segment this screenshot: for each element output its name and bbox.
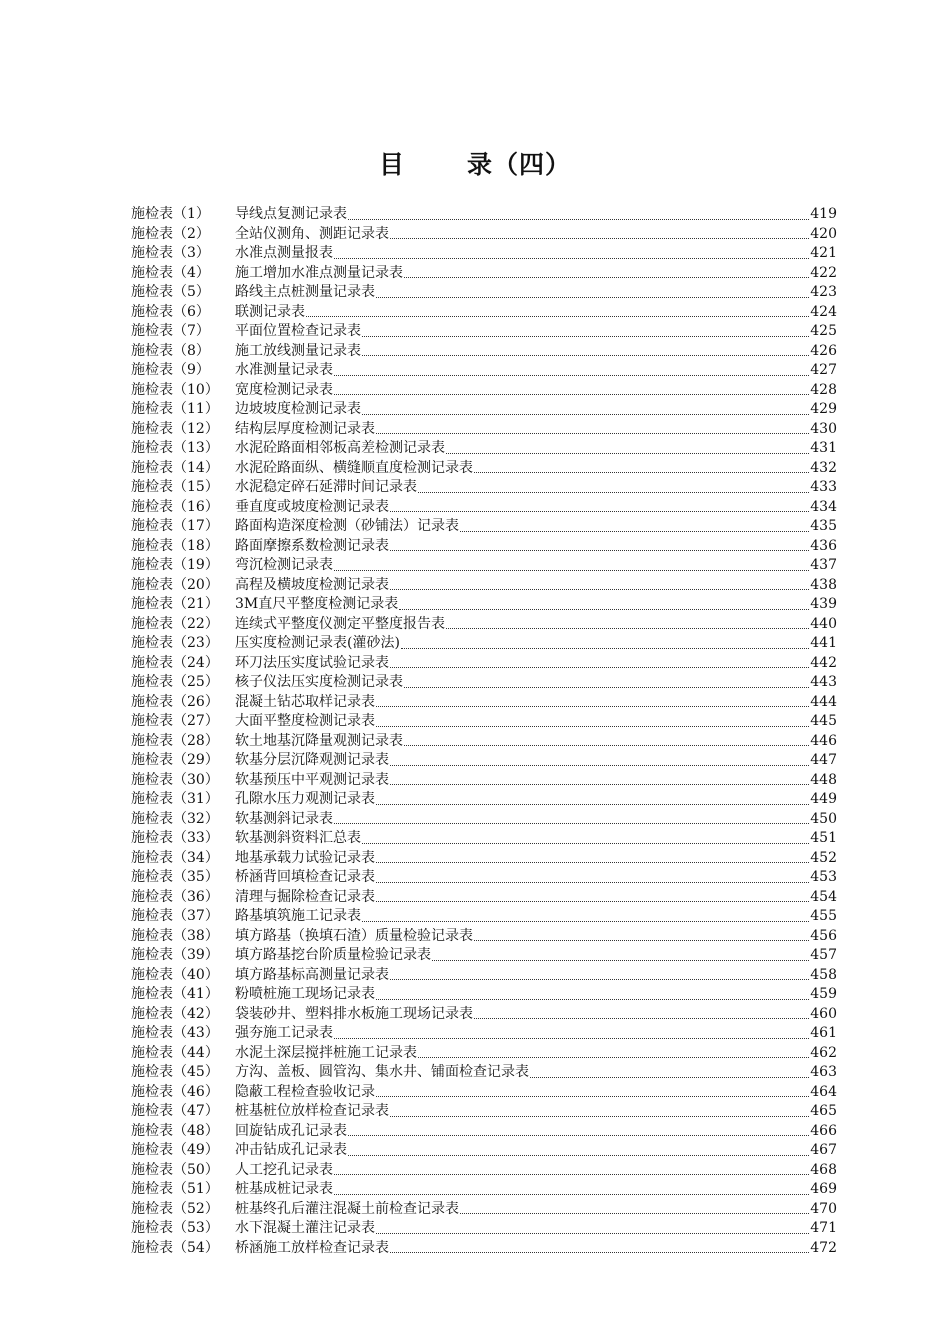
toc-entry-code: 施检表（44） (131, 1044, 219, 1061)
toc-entry-code: 施检表（42） (131, 1005, 219, 1022)
toc-leader-dots (376, 803, 809, 805)
toc-entry[interactable] (131, 576, 837, 596)
toc-entry-name: 孔隙水压力观测记录表 (235, 791, 375, 807)
toc-entry-page: 448 (810, 771, 837, 788)
toc-leader-dots (376, 432, 809, 434)
toc-entry[interactable] (131, 888, 837, 908)
toc-entry-page: 466 (810, 1122, 837, 1139)
toc-entry-code: 施检表（28） (131, 732, 219, 749)
toc-entry-page: 469 (810, 1181, 837, 1197)
toc-entry-code: 施检表（6） (131, 303, 210, 320)
toc-entry-page: 428 (810, 381, 837, 398)
toc-leader-dots (362, 920, 809, 922)
toc-entry-code: 施检表（14） (131, 459, 219, 476)
toc-entry-code: 施检表（7） (131, 323, 210, 339)
toc-entry[interactable] (131, 1200, 837, 1220)
toc-leader-dots (446, 627, 809, 629)
toc-entry-page: 467 (810, 1142, 837, 1158)
toc-entry-page: 465 (810, 1103, 837, 1119)
toc-entry-page: 437 (810, 557, 837, 573)
toc-entry-code: 施检表（45） (131, 1064, 219, 1080)
toc-entry-page: 447 (810, 752, 837, 768)
toc-leader-dots (460, 1212, 809, 1214)
toc-entry-page: 463 (810, 1064, 837, 1080)
toc-entry-code: 施检表（30） (131, 771, 219, 788)
toc-entry-page: 443 (810, 674, 837, 690)
toc-entry-page: 442 (810, 654, 837, 671)
toc-entry[interactable] (131, 1024, 837, 1044)
toc-leader-dots (404, 744, 809, 746)
toc-leader-dots (334, 1193, 809, 1195)
toc-entry[interactable] (131, 1122, 837, 1142)
toc-entry[interactable] (131, 693, 837, 713)
toc-entry-name: 水下混凝土灌注记录表 (235, 1220, 375, 1236)
toc-entry-code: 施检表（17） (131, 518, 219, 534)
toc-entry[interactable] (131, 303, 837, 323)
toc-entry-code: 施检表（52） (131, 1200, 219, 1217)
toc-leader-dots (390, 237, 809, 239)
toc-entry-code: 施检表（51） (131, 1181, 219, 1197)
toc-entry-name: 平面位置检查记录表 (235, 323, 361, 339)
toc-entry-name: 人工挖孔记录表 (235, 1161, 333, 1178)
toc-entry[interactable] (131, 1180, 837, 1200)
toc-entry-name: 水准点测量报表 (235, 245, 333, 261)
toc-entry-name: 软基预压中平观测记录表 (235, 771, 389, 788)
toc-entry-code: 施检表（49） (131, 1142, 219, 1158)
toc-entry[interactable] (131, 537, 837, 557)
toc-entry[interactable] (131, 849, 837, 869)
toc-entry[interactable] (131, 966, 837, 986)
toc-entry-page: 429 (810, 401, 837, 417)
toc-entry-code: 施检表（24） (131, 654, 219, 671)
toc-entry-name: 全站仪测角、测距记录表 (235, 225, 389, 242)
toc-entry-name: 路基填筑施工记录表 (235, 908, 361, 924)
toc-entry-code: 施检表（2） (131, 225, 210, 242)
toc-leader-dots (390, 510, 809, 512)
toc-entry-page: 425 (810, 323, 837, 339)
toc-entry-page: 453 (810, 869, 837, 885)
toc-entry-code: 施检表（18） (131, 537, 219, 554)
toc-entry[interactable] (131, 1219, 837, 1239)
toc-leader-dots (334, 1037, 809, 1039)
toc-entry-page: 422 (810, 264, 837, 281)
toc-entry[interactable] (131, 712, 837, 732)
toc-leader-dots (334, 374, 809, 376)
toc-entry-page: 434 (810, 498, 837, 515)
toc-entry-name: 桩基桩位放样检查记录表 (235, 1103, 389, 1119)
toc-entry-name: 混凝土钻芯取样记录表 (235, 693, 375, 710)
toc-entry-page: 472 (810, 1239, 837, 1256)
toc-entry-code: 施检表（38） (131, 927, 219, 944)
toc-leader-dots (376, 998, 809, 1000)
toc-entry-page: 426 (810, 342, 837, 359)
toc-entry[interactable] (131, 927, 837, 947)
toc-entry-page: 470 (810, 1200, 837, 1217)
toc-entry-page: 423 (810, 284, 837, 300)
toc-entry[interactable] (131, 420, 837, 440)
toc-entry[interactable] (131, 868, 837, 888)
toc-entry[interactable] (131, 654, 837, 674)
toc-entry[interactable] (131, 439, 837, 459)
toc-entry-name: 边坡坡度检测记录表 (235, 401, 361, 417)
toc-entry-code: 施检表（19） (131, 557, 219, 573)
toc-entry-page: 424 (810, 303, 837, 320)
toc-entry-page: 455 (810, 908, 837, 924)
toc-entry-code: 施检表（27） (131, 713, 219, 729)
toc-entry-code: 施检表（16） (131, 498, 219, 515)
toc-entry-code: 施检表（53） (131, 1220, 219, 1236)
toc-leader-dots (418, 491, 809, 493)
toc-entry-name: 桩基成桩记录表 (235, 1181, 333, 1197)
toc-entry-code: 施检表（48） (131, 1122, 219, 1139)
toc-entry-code: 施检表（21） (131, 596, 219, 612)
toc-leader-dots (348, 218, 809, 220)
toc-entry-name: 软土地基沉降量观测记录表 (235, 732, 403, 749)
toc-entry-page: 454 (810, 888, 837, 905)
toc-entry-name: 路线主点桩测量记录表 (235, 284, 375, 300)
toc-entry-name: 环刀法压实度试验记录表 (235, 654, 389, 671)
toc-entry-name: 袋装砂井、塑料排水板施工现场记录表 (235, 1005, 473, 1022)
toc-entry-name: 连续式平整度仪测定平整度报告表 (235, 615, 445, 632)
toc-entry-code: 施检表（1） (131, 206, 210, 222)
toc-entry-name: 冲击钻成孔记录表 (235, 1142, 347, 1158)
toc-entry[interactable] (131, 790, 837, 810)
toc-entry-page: 439 (810, 596, 837, 612)
toc-entry-page: 458 (810, 966, 837, 983)
toc-entry-page: 438 (810, 576, 837, 593)
toc-entry-name: 核子仪法压实度检测记录表 (235, 674, 403, 690)
toc-entry-name: 填方路基挖台阶质量检验记录表 (235, 947, 431, 963)
toc-entry-code: 施检表（43） (131, 1025, 219, 1041)
toc-leader-dots (362, 842, 809, 844)
toc-entry-page: 449 (810, 791, 837, 807)
title-part-1: 目 (378, 150, 405, 179)
toc-entry-name: 强夯施工记录表 (235, 1025, 333, 1041)
toc-entry[interactable] (131, 283, 837, 303)
toc-leader-dots (334, 569, 809, 571)
toc-entry-name: 水准测量记录表 (235, 362, 333, 378)
toc-entry-code: 施检表（37） (131, 908, 219, 924)
toc-leader-dots (432, 959, 809, 961)
toc-entry-name: 高程及横坡度检测记录表 (235, 576, 389, 593)
toc-entry-name: 回旋钻成孔记录表 (235, 1122, 347, 1139)
toc-entry-name: 路面构造深度检测（砂铺法）记录表 (235, 518, 459, 534)
title-part-2: 录（四） (467, 150, 572, 179)
toc-leader-dots (390, 783, 809, 785)
toc-entry-name: 施工放线测量记录表 (235, 342, 361, 359)
toc-entry[interactable] (131, 1083, 837, 1103)
toc-leader-dots (334, 257, 809, 259)
toc-entry-name: 水泥砼路面纵、横缝顺直度检测记录表 (235, 459, 473, 476)
toc-leader-dots (348, 1134, 809, 1136)
toc-entry-page: 431 (810, 440, 837, 456)
toc-leader-dots (390, 1115, 809, 1117)
table-of-contents (131, 205, 837, 1258)
toc-entry[interactable] (131, 556, 837, 576)
toc-entry-page: 450 (810, 810, 837, 827)
toc-leader-dots (399, 608, 809, 610)
toc-entry[interactable] (131, 1239, 837, 1259)
toc-entry-page: 468 (810, 1161, 837, 1178)
toc-entry-name: 垂直度或坡度检测记录表 (235, 498, 389, 515)
toc-entry-page: 451 (810, 830, 837, 846)
toc-entry-page: 435 (810, 518, 837, 534)
toc-leader-dots (474, 471, 809, 473)
toc-leader-dots (390, 666, 809, 668)
toc-entry[interactable] (131, 400, 837, 420)
toc-leader-dots (390, 764, 809, 766)
page-title (0, 145, 950, 181)
toc-entry-page: 460 (810, 1005, 837, 1022)
toc-entry-name: 路面摩擦系数检测记录表 (235, 537, 389, 554)
toc-entry-name: 隐蔽工程检查验收记录 (235, 1083, 375, 1100)
toc-entry-page: 456 (810, 927, 837, 944)
toc-leader-dots (362, 413, 809, 415)
toc-entry-page: 419 (810, 206, 837, 222)
toc-entry-name: 清理与掘除检查记录表 (235, 888, 375, 905)
toc-leader-dots (418, 1056, 809, 1058)
toc-leader-dots (334, 393, 809, 395)
toc-entry-code: 施检表（13） (131, 440, 219, 456)
toc-entry-name: 弯沉检测记录表 (235, 557, 333, 573)
toc-entry-code: 施检表（3） (131, 245, 210, 261)
toc-entry-code: 施检表（40） (131, 966, 219, 983)
toc-entry-name: 软基测斜记录表 (235, 810, 333, 827)
toc-entry[interactable] (131, 517, 837, 537)
toc-entry[interactable] (131, 751, 837, 771)
toc-entry-page: 444 (810, 693, 837, 710)
toc-entry-code: 施检表（25） (131, 674, 219, 690)
toc-leader-dots (376, 881, 809, 883)
toc-entry-page: 430 (810, 420, 837, 437)
toc-leader-dots (404, 276, 809, 278)
toc-entry-name: 方沟、盖板、圆管沟、集水井、铺面检查记录表 (235, 1064, 529, 1080)
toc-entry[interactable] (131, 615, 837, 635)
toc-entry-name: 桥涵背回填检查记录表 (235, 869, 375, 885)
toc-entry-name: 粉喷桩施工现场记录表 (235, 986, 375, 1002)
toc-entry[interactable] (131, 342, 837, 362)
toc-entry-code: 施检表（26） (131, 693, 219, 710)
toc-entry-page: 436 (810, 537, 837, 554)
toc-leader-dots (404, 686, 809, 688)
toc-entry-name: 桥涵施工放样检查记录表 (235, 1239, 389, 1256)
toc-entry-code: 施检表（39） (131, 947, 219, 963)
toc-entry[interactable] (131, 459, 837, 479)
toc-entry-page: 457 (810, 947, 837, 963)
toc-entry-code: 施检表（47） (131, 1103, 219, 1119)
toc-leader-dots (376, 900, 809, 902)
toc-entry-name: 水泥砼路面相邻板高差检测记录表 (235, 440, 445, 456)
toc-leader-dots (362, 354, 809, 356)
toc-leader-dots (376, 296, 809, 298)
toc-entry-code: 施检表（50） (131, 1161, 219, 1178)
toc-entry-page: 427 (810, 362, 837, 378)
toc-entry-name: 施工增加水准点测量记录表 (235, 264, 403, 281)
toc-entry-page: 452 (810, 849, 837, 866)
toc-entry[interactable] (131, 946, 837, 966)
toc-entry-name: 大面平整度检测记录表 (235, 713, 375, 729)
toc-entry[interactable] (131, 264, 837, 284)
toc-leader-dots (334, 822, 809, 824)
toc-entry-code: 施检表（5） (131, 284, 210, 300)
toc-entry[interactable] (131, 595, 837, 615)
toc-entry-code: 施检表（35） (131, 869, 219, 885)
toc-entry[interactable] (131, 478, 837, 498)
toc-entry[interactable] (131, 732, 837, 752)
toc-entry-name: 填方路基（换填石渣）质量检验记录表 (235, 927, 473, 944)
toc-leader-dots (376, 1095, 809, 1097)
toc-entry-name: 联测记录表 (235, 303, 305, 320)
toc-entry-name: 地基承载力试验记录表 (235, 849, 375, 866)
toc-entry-name: 水泥土深层搅拌桩施工记录表 (235, 1044, 417, 1061)
toc-entry-page: 420 (810, 225, 837, 242)
toc-entry[interactable] (131, 1102, 837, 1122)
toc-leader-dots (376, 725, 809, 727)
toc-entry-code: 施检表（22） (131, 615, 219, 632)
toc-entry-code: 施检表（29） (131, 752, 219, 768)
toc-leader-dots (334, 1173, 809, 1175)
toc-entry-code: 施检表（36） (131, 888, 219, 905)
toc-entry[interactable] (131, 205, 837, 225)
toc-leader-dots (390, 1251, 809, 1253)
toc-entry[interactable] (131, 498, 837, 518)
toc-entry-page: 433 (810, 479, 837, 495)
toc-entry-page: 471 (810, 1220, 837, 1236)
toc-entry[interactable] (131, 829, 837, 849)
toc-entry-name: 水泥稳定碎石延滞时间记录表 (235, 479, 417, 495)
toc-entry-name: 压实度检测记录表(灌砂法) (235, 635, 400, 651)
toc-leader-dots (474, 939, 809, 941)
toc-entry[interactable] (131, 634, 837, 654)
toc-entry-page: 440 (810, 615, 837, 632)
toc-entry-name: 导线点复测记录表 (235, 206, 347, 222)
toc-leader-dots (362, 335, 809, 337)
toc-entry-code: 施检表（12） (131, 420, 219, 437)
toc-entry-page: 459 (810, 986, 837, 1002)
toc-leader-dots (390, 978, 809, 980)
toc-entry-code: 施检表（10） (131, 381, 219, 398)
toc-entry-code: 施检表（4） (131, 264, 210, 281)
toc-entry-code: 施检表（34） (131, 849, 219, 866)
toc-entry[interactable] (131, 907, 837, 927)
toc-entry-page: 446 (810, 732, 837, 749)
toc-entry[interactable] (131, 381, 837, 401)
toc-entry[interactable] (131, 322, 837, 342)
toc-entry[interactable] (131, 771, 837, 791)
toc-leader-dots (446, 452, 809, 454)
toc-entry[interactable] (131, 1005, 837, 1025)
toc-entry-code: 施检表（11） (131, 401, 219, 417)
toc-entry-name: 3M直尺平整度检测记录表 (235, 596, 399, 612)
toc-entry-code: 施检表（31） (131, 791, 219, 807)
toc-leader-dots (390, 549, 809, 551)
toc-entry-page: 421 (810, 245, 837, 261)
toc-entry-code: 施检表（46） (131, 1083, 219, 1100)
toc-entry[interactable] (131, 810, 837, 830)
toc-entry-code: 施检表（32） (131, 810, 219, 827)
toc-entry[interactable] (131, 1141, 837, 1161)
toc-leader-dots (474, 1017, 809, 1019)
toc-entry-code: 施检表（41） (131, 986, 219, 1002)
toc-entry-code: 施检表（8） (131, 342, 210, 359)
toc-entry-code: 施检表（33） (131, 830, 219, 846)
toc-leader-dots (348, 1154, 809, 1156)
toc-entry[interactable] (131, 1063, 837, 1083)
toc-entry[interactable] (131, 1044, 837, 1064)
toc-entry-code: 施检表（15） (131, 479, 219, 495)
toc-entry[interactable] (131, 225, 837, 245)
toc-entry[interactable] (131, 244, 837, 264)
toc-entry-name: 软基分层沉降观测记录表 (235, 752, 389, 768)
toc-entry-page: 445 (810, 713, 837, 729)
toc-leader-dots (530, 1076, 809, 1078)
toc-entry-name: 软基测斜资料汇总表 (235, 830, 361, 846)
toc-entry-page: 461 (810, 1025, 837, 1041)
toc-entry-page: 462 (810, 1044, 837, 1061)
toc-entry-page: 441 (810, 635, 837, 651)
toc-leader-dots (376, 861, 809, 863)
toc-entry-page: 464 (810, 1083, 837, 1100)
toc-entry-code: 施检表（20） (131, 576, 219, 593)
toc-entry[interactable] (131, 673, 837, 693)
toc-entry[interactable] (131, 361, 837, 381)
toc-leader-dots (306, 315, 809, 317)
toc-leader-dots (460, 530, 809, 532)
toc-leader-dots (390, 588, 809, 590)
toc-leader-dots (376, 705, 809, 707)
toc-entry-name: 填方路基标高测量记录表 (235, 966, 389, 983)
toc-entry-page: 432 (810, 459, 837, 476)
toc-leader-dots (401, 647, 809, 649)
toc-entry-name: 结构层厚度检测记录表 (235, 420, 375, 437)
toc-leader-dots (376, 1232, 809, 1234)
toc-entry-name: 桩基终孔后灌注混凝土前检查记录表 (235, 1200, 459, 1217)
toc-entry[interactable] (131, 1161, 837, 1181)
toc-entry-name: 宽度检测记录表 (235, 381, 333, 398)
toc-entry-code: 施检表（54） (131, 1239, 219, 1256)
toc-entry[interactable] (131, 985, 837, 1005)
toc-entry-code: 施检表（9） (131, 362, 210, 378)
toc-entry-code: 施检表（23） (131, 635, 219, 651)
